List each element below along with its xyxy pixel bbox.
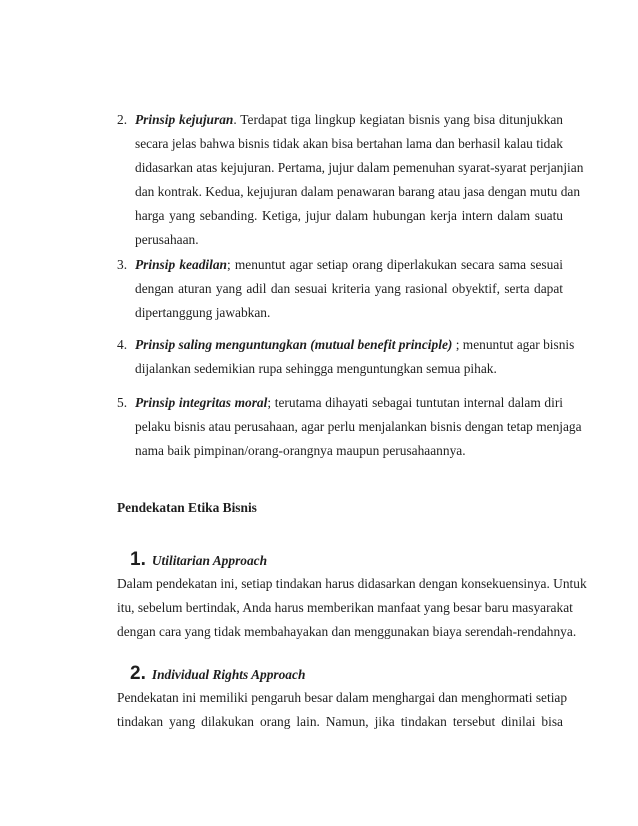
list-number: 4. — [117, 337, 128, 352]
text-line: dengan cara yang tidak membahayakan dan menggunakan biaya serendah-rendahnya. — [117, 624, 577, 639]
principle-item-mutual-benefit — [117, 333, 575, 381]
text-line: Prinsip keadilan; menuntut agar setiap orang diperlakukan secara sama sesuai — [135, 257, 563, 272]
approach-body-utilitarian — [117, 572, 587, 644]
text-line: Prinsip kejujuran. Terdapat tiga lingkup kegiatan bisnis yang bisa ditunjukkan — [135, 112, 563, 127]
text-line: Dalam pendekatan ini, setiap tindakan harus didasarkan dengan konsekuensinya. Untuk — [117, 576, 587, 591]
text-line: dengan aturan yang adil dan sesuai kriteria yang rasional obyektif, serta dapat — [135, 281, 563, 296]
approach-body-individual-rights — [117, 686, 568, 734]
principle-term: Prinsip keadilan — [135, 257, 227, 272]
section-heading: Pendekatan Etika Bisnis — [117, 500, 257, 515]
list-number: 5. — [117, 395, 128, 410]
approach-title: Individual Rights Approach — [151, 667, 306, 682]
text-line: secara jelas bahwa bisnis tidak akan bisa bertahan lama dan berhasil kalau tidak — [135, 136, 563, 151]
list-body — [135, 391, 582, 463]
text-line: pelaku bisnis atau perusahaan, agar perlu menjalankan bisnis dengan tetap menjaga — [135, 419, 582, 434]
approach-number: 2. — [130, 663, 146, 684]
text-line: Prinsip integritas moral; terutama dihayati sebagai tuntutan internal dalam diri — [135, 395, 563, 410]
text-line: nama baik pimpinan/orang-orangnya maupun perusahaannya. — [135, 443, 466, 458]
text-line: perusahaan. — [135, 232, 199, 247]
principle-term: Prinsip kejujuran — [135, 112, 234, 127]
text-line: harga yang sebanding. Ketiga, jujur dalam hubungan kerja intern dalam suatu — [135, 208, 563, 223]
text-line: dijalankan sedemikian rupa sehingga menguntungkan semua pihak. — [135, 361, 497, 376]
approach-heading-individual-rights — [130, 663, 305, 686]
list-body — [135, 333, 575, 381]
list-body — [135, 108, 584, 252]
text-line: itu, sebelum bertindak, Anda harus memberikan manfaat yang besar baru masyarakat — [117, 600, 573, 615]
text-line: dan kontrak. Kedua, kejujuran dalam penawaran barang atau jasa dengan mutu dan — [135, 184, 581, 199]
principle-item-moral-integrity — [117, 391, 582, 463]
principle-term: Prinsip saling menguntungkan (mutual benefit principle) — [135, 337, 453, 352]
text-line: tindakan yang dilakukan orang lain. Namun, jika tindakan tersebut dinilai bisa — [117, 714, 563, 729]
principle-term: Prinsip integritas moral — [135, 395, 268, 410]
text-line: Pendekatan ini memiliki pengaruh besar dalam menghargai dan menghormati setiap — [117, 690, 568, 705]
principle-item-justice — [117, 253, 563, 325]
approach-title: Utilitarian Approach — [151, 553, 268, 568]
principle-item-honesty — [117, 108, 584, 258]
text-line: didasarkan atas kejujuran. Pertama, jujur dalam pemenuhan syarat-syarat perjanjian — [135, 160, 584, 175]
approach-number: 1. — [130, 549, 146, 570]
text-line: Prinsip saling menguntungkan (mutual benefit principle) ; menuntut agar bisnis — [135, 337, 575, 352]
list-number: 3. — [117, 257, 128, 272]
list-body — [135, 253, 563, 325]
list-number: 2. — [117, 112, 128, 127]
approach-heading-utilitarian — [130, 549, 267, 572]
text-line: dipertanggung jawabkan. — [135, 305, 271, 320]
